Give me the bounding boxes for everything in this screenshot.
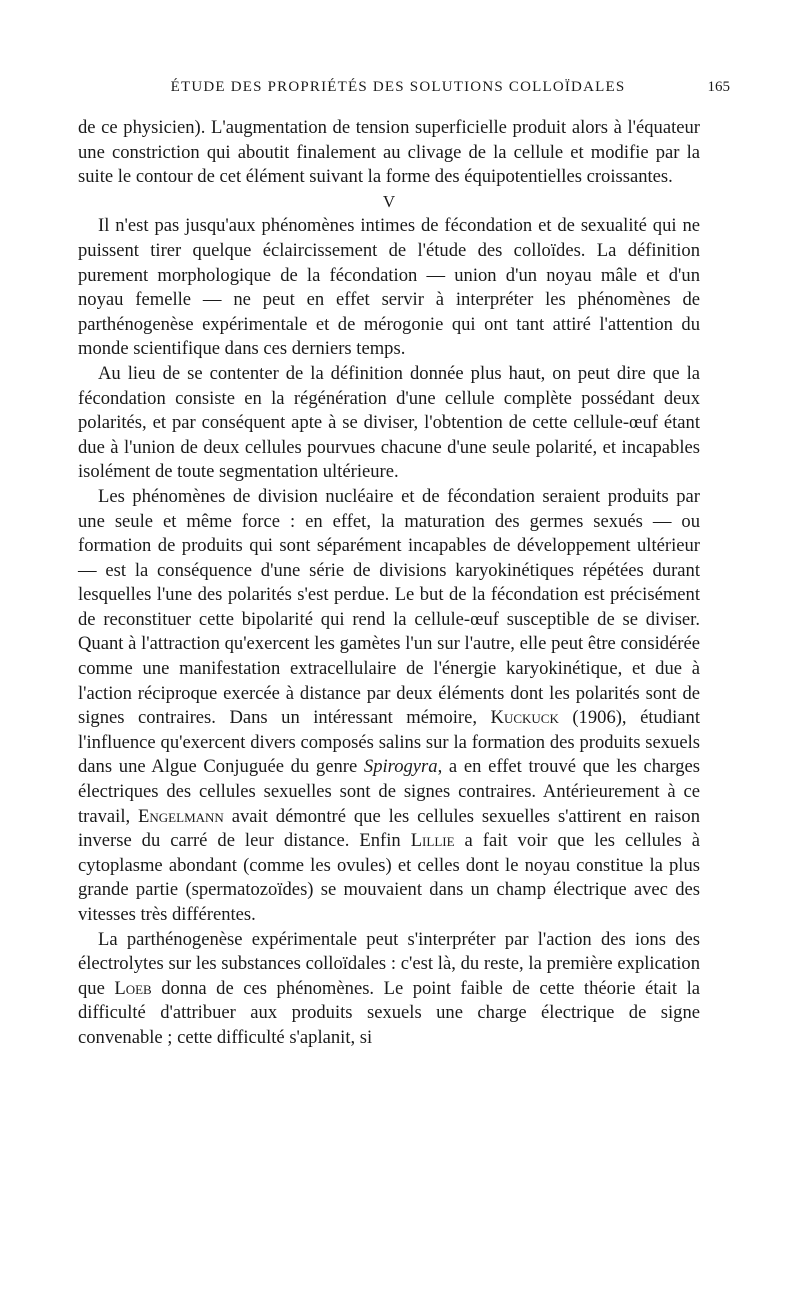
author-name: Engelmann bbox=[138, 805, 224, 827]
page-number: 165 bbox=[707, 79, 730, 95]
running-title: ÉTUDE DES PROPRIÉTÉS DES SOLUTIONS COLLOÏDALES bbox=[170, 79, 626, 95]
text-run: donna de ces phénomènes. Le point faible de cette théorie était la difficulté d'attribuer aux produits sexuels une charge électrique de signe convenable ; cette difficulté s'aplanit, si bbox=[78, 977, 700, 1048]
paragraph: Au lieu de se contenter de la définition donnée plus haut, on peut dire que la fécondation consiste en la régénération d'une cellule complète possédant deux polarités, et par conséquent apte à se diviser, l'obtention de cette cellule-œuf étant due à l'union de deux cellules pourvues chacune d'une seule polarité, et incapables isolément de toute segmentation ultérieure. bbox=[78, 362, 700, 483]
author-name: Loeb bbox=[114, 977, 152, 999]
paragraph bbox=[78, 485, 700, 928]
text-run: avait démontré que les cellules sexuelles s'attirent en raison inverse du carré de leur distance. Enfin bbox=[78, 805, 700, 852]
text-run: La parthénogenèse expérimentale peut s'interpréter par l'action des ions des électrolytes sur les substances colloïdales : c'est là, du reste, la première explication que bbox=[78, 928, 700, 999]
paragraph-continued: de ce physicien). L'augmentation de tension superficielle produit alors à l'équateur une constriction qui aboutit finalement au clivage de la cellule et modifie par la suite le contour de cet élément suivant la forme des équipotentielles croissantes. bbox=[78, 117, 700, 188]
paragraph bbox=[78, 928, 700, 1051]
paragraph: Il n'est pas jusqu'aux phénomènes intimes de fécondation et de sexualité qui ne puissent tirer quelque éclaircissement de l'étude des colloïdes. La définition purement morphologique de la fécondation — union d'un noyau mâle et d'un noyau femelle — ne peut en effet servir à interpréter les phénomènes de parthénogenèse expérimentale et de mérogonie qui ont tant attiré l'attention du monde scientifique dans ces derniers temps. bbox=[78, 215, 700, 360]
text-run: , a en effet trouvé que les charges électriques des cellules sexuelles sont de signes contraires. Antérieurement à ce travail, bbox=[78, 756, 701, 827]
text-run: Les phénomènes de division nucléaire et de fécondation seraient produits par une seule et même force : en effet, la maturation des germes sexués — ou formation de produits qui sont séparément incapables de développement ultérieur — est la conséquence d'une série de divisions karyokinétiques répétées durant lesquelles l'une des polarités s'est perdue. Le but de la fécondation est précisément de reconstituer cette bipolarité qui rend la cellule-œuf susceptible de se diviser. Quant à l'attraction qu'exercent les gamètes l'un sur l'autre, elle peut être considérée comme une manifestation extracellulaire de l'énergie karyokinétique, et due à l'action réciproque exercée à distance par deux éléments dont les polarités sont de signes contraires. Dans un intéressant mémoire, bbox=[78, 485, 700, 729]
body-text bbox=[78, 116, 700, 1051]
author-name: Lillie bbox=[410, 830, 455, 852]
running-head bbox=[78, 77, 730, 99]
text-run: (1906), étudiant l'influence qu'exercent divers composés salins sur la formation des produits sexuels dans une Algue Conjuguée du genre bbox=[78, 707, 700, 778]
text-run: a fait voir que les cellules à cytoplasme abondant (comme les ovules) et celles dont le noyau constitue la plus grande partie (spermatozoïdes) se mouvaient dans un champ électrique avec des vitesses très différentes. bbox=[78, 830, 700, 925]
section-heading: V bbox=[382, 191, 396, 211]
author-name: Kuckuck bbox=[490, 707, 559, 729]
genus-name: Spirogyra bbox=[363, 756, 438, 778]
